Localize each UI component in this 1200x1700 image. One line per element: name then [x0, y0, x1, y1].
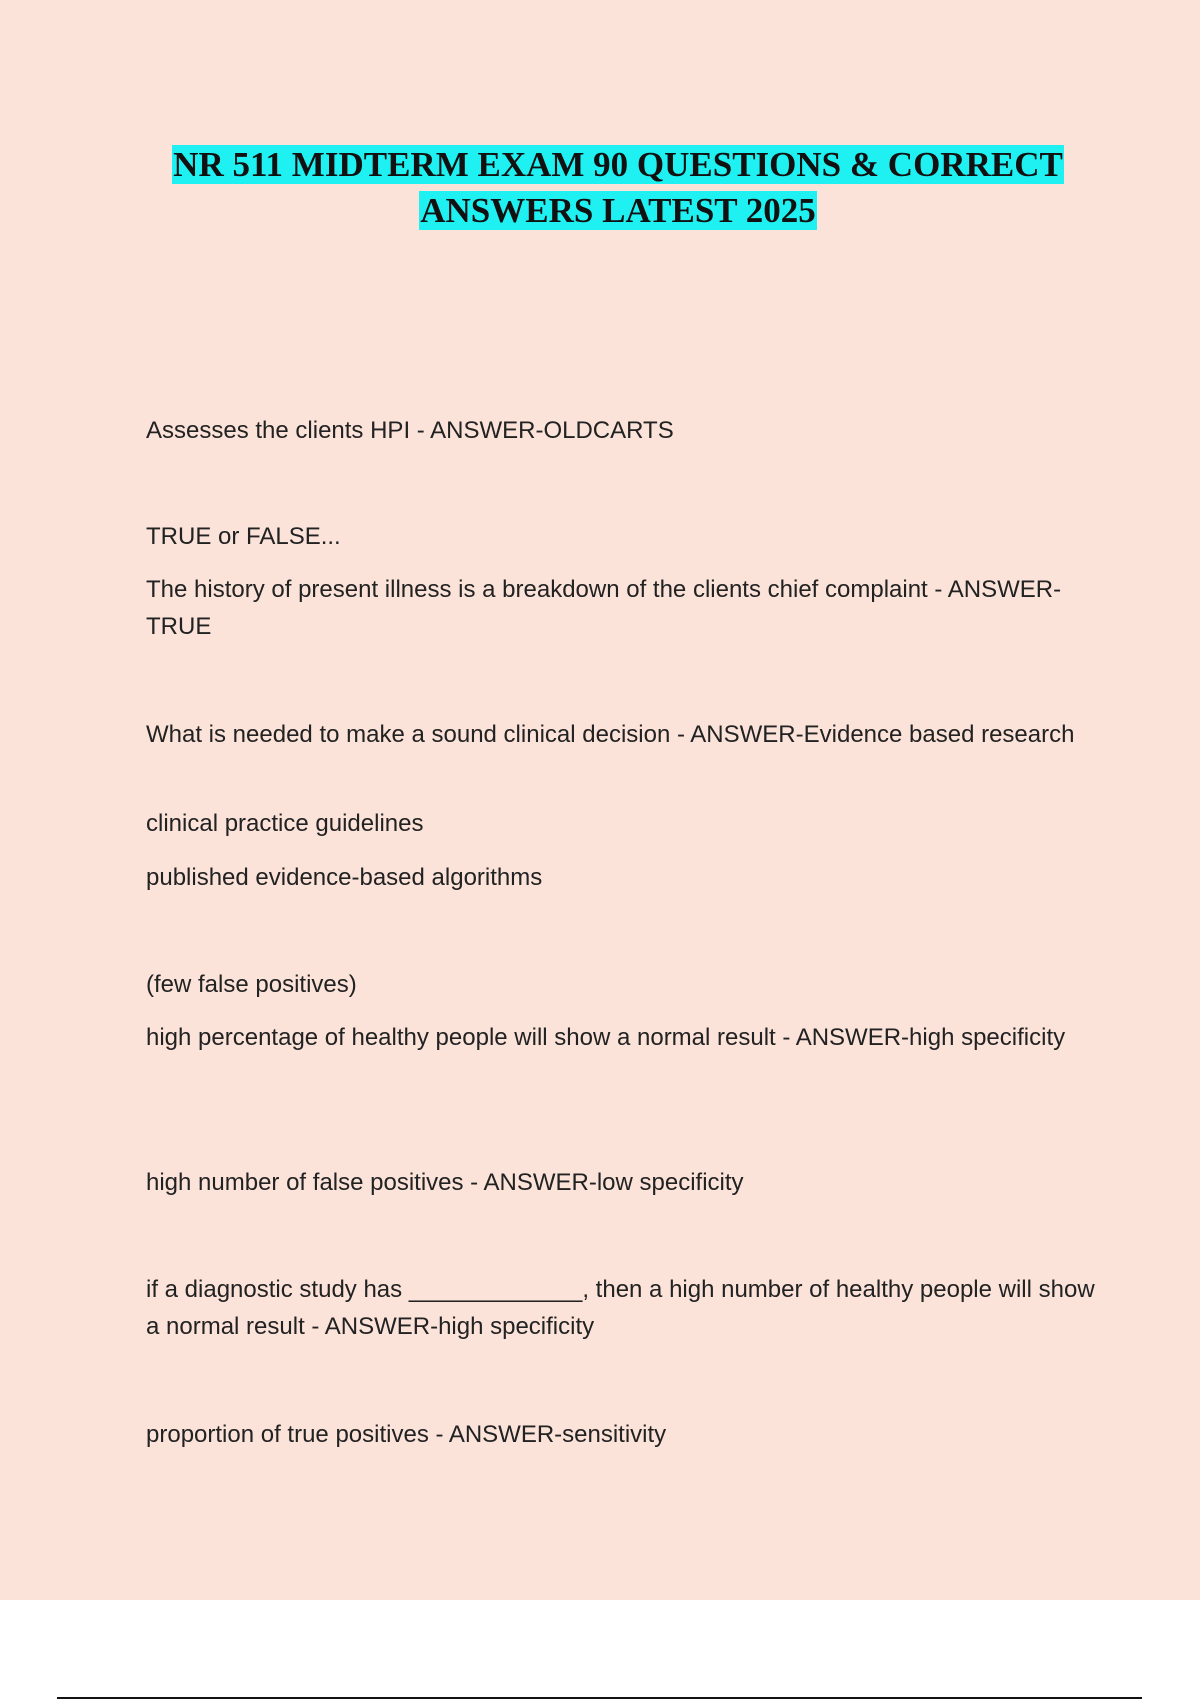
qa-item-high-specificity: high percentage of healthy people will show a normal result - ANSWER-high specificity: [146, 1024, 1066, 1051]
qa-item-diagnostic-study: if a diagnostic study has _____________, then a high number of healthy people will show a normal result - ANSWER-high specificity: [146, 1276, 1095, 1340]
qa-item-history-present-illness: The history of present illness is a breakdown of the clients chief complaint - ANSWER-TRUE: [146, 576, 1062, 640]
title-line-2: ANSWERS LATEST 2025: [420, 191, 816, 230]
qa-item-sensitivity: proportion of true positives - ANSWER-sensitivity: [146, 1421, 667, 1448]
qa-item-low-specificity: high number of false positives - ANSWER-low specificity: [146, 1169, 744, 1196]
qa-item-guidelines: clinical practice guidelines: [146, 810, 424, 837]
qa-item-clinical-decision: What is needed to make a sound clinical decision - ANSWER-Evidence based research: [146, 721, 1075, 748]
title-line-1: NR 511 MIDTERM EXAM 90 QUESTIONS & CORRECT: [173, 145, 1063, 184]
qa-item-hpi: Assesses the clients HPI - ANSWER-OLDCARTS: [146, 417, 674, 444]
footer-divider: [57, 1697, 1142, 1699]
qa-item-algorithms: published evidence-based algorithms: [146, 864, 543, 891]
qa-item-true-false-prompt: TRUE or FALSE...: [146, 523, 341, 550]
qa-item-few-false-positives: (few false positives): [146, 971, 357, 998]
document-title: [120, 142, 1116, 234]
